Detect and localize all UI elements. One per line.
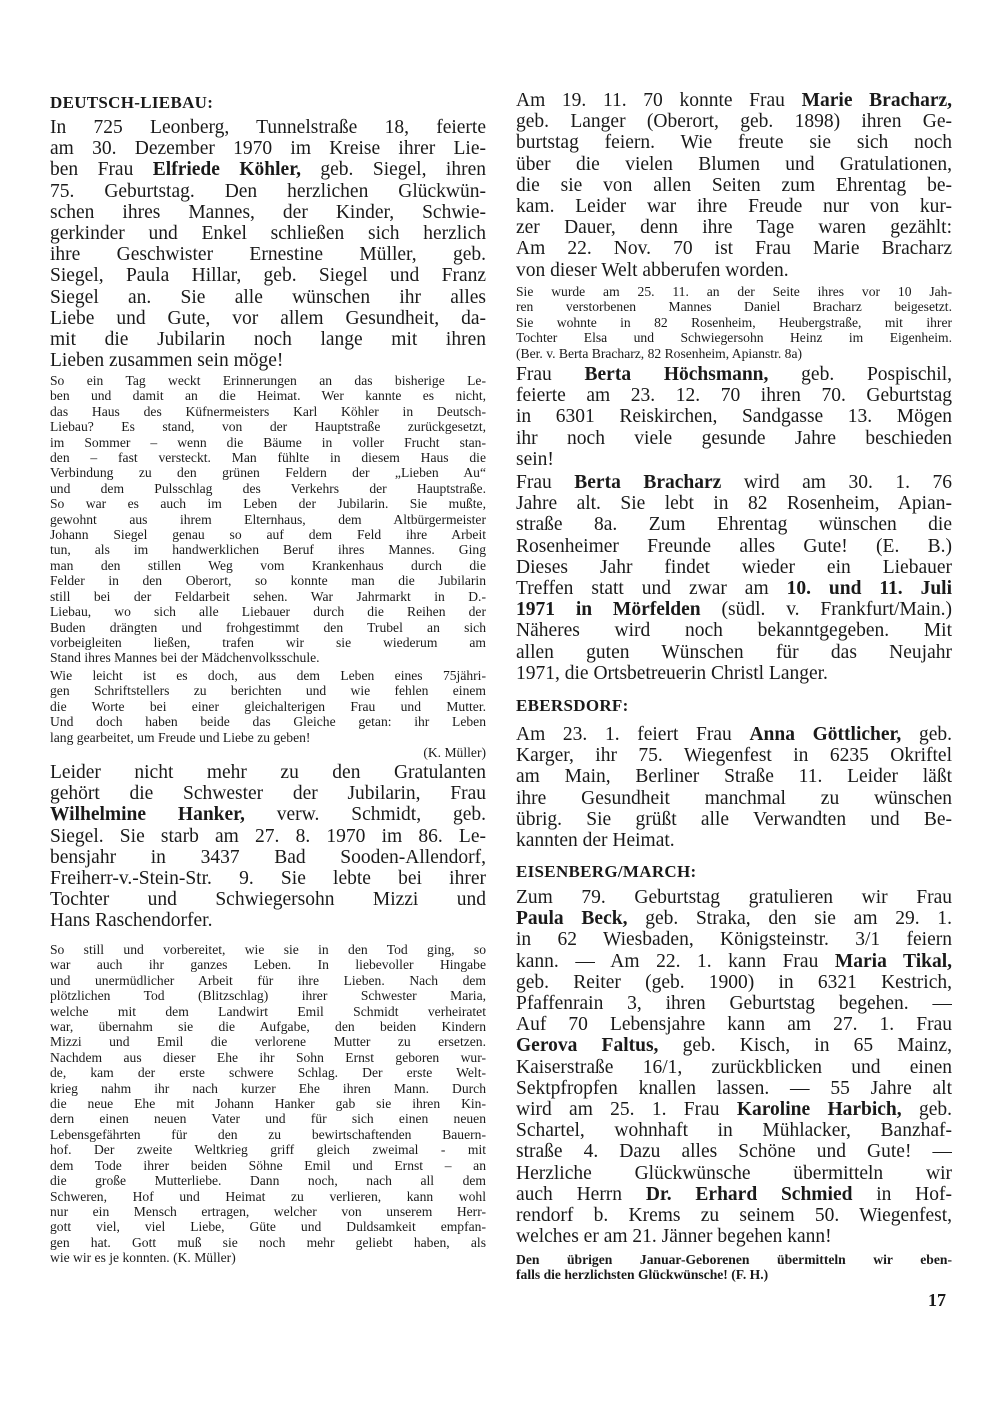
text-segment: Frau: [516, 364, 585, 385]
text-line: [516, 238, 952, 259]
bold-name: Berta Bracharz: [574, 472, 722, 493]
page-number: 17: [928, 1290, 946, 1310]
text-line: [50, 181, 486, 202]
text-segment: welche mit dem Landwirt Emil Schmidt verheiratet: [50, 1003, 486, 1019]
text-line: [50, 942, 486, 957]
text-line: [516, 1226, 952, 1247]
text-segment: in 6301 Reiskirchen, Sandgasse 13. Mögen: [516, 406, 952, 428]
text-line: [50, 910, 486, 931]
text-line: [50, 329, 486, 350]
text-segment: nur ein Mensch ertragen, welcher von unserem Herr-: [50, 1203, 486, 1219]
text-segment: sein!: [516, 448, 554, 470]
text-segment: Liebe und Gute, vor allem Gesundheit, da-: [50, 307, 486, 329]
text-segment: bensjahr in 3437 Bad Sooden-Allendorf,: [50, 846, 486, 868]
text-segment: wird am 30. 1. 76: [721, 472, 952, 493]
text-line: [50, 668, 486, 683]
text-line: [516, 724, 952, 745]
text-segment: still bei der Feldarbeit sehen. War Jahrmarkt in D.-: [50, 588, 486, 604]
text-segment: feierte am 23. 12. 70 ihren 70. Geburtstag: [516, 385, 952, 407]
text-line: [50, 604, 486, 619]
text-segment: geb. Langer (Oberort, geb. 1898) ihren Ge-: [516, 111, 952, 133]
text-segment: gott viel, viel Liebe, Güte und Duldsamkeit empfan-: [50, 1219, 486, 1235]
text-line: [516, 1014, 952, 1035]
text-line: [516, 111, 952, 132]
text-segment: schen ihres Mannes, der Kinder, Schwie-: [50, 201, 486, 223]
text-segment: ihre Geschwister Ernestine Müller, geb.: [50, 244, 486, 266]
text-line: [50, 202, 486, 223]
text-line: [516, 1141, 952, 1162]
text-line: [50, 1189, 486, 1204]
text-segment: tun, als im handwerklichen Beruf ihres Mannes. Ging: [50, 542, 486, 558]
text-segment: übrig. Sie grüßt alle Verwandten und Be-: [516, 808, 952, 830]
paragraph-berta-bracharz: [516, 472, 952, 684]
text-segment: Buden drängten und frohgestimmt den Trubel an sich: [50, 619, 486, 635]
text-segment: allen guten Wünschen für das Neujahr: [516, 641, 952, 663]
text-segment: burtstag feiern. Wie freute sie sich noch: [516, 132, 952, 154]
text-line: [516, 1057, 952, 1078]
text-line: [516, 887, 952, 908]
text-line: [50, 635, 486, 650]
text-segment: ben Frau: [50, 159, 153, 181]
text-line: [50, 373, 486, 388]
text-line: [516, 1120, 952, 1141]
text-segment: gerkinder und Enkel schließen sich herzlich: [50, 223, 486, 245]
text-line: [50, 244, 486, 265]
text-segment: So still und vorbereitet, wie sie in den Tod ging, so: [50, 942, 486, 957]
text-segment: Zum 79. Geburtstag gratulieren wir Frau: [516, 887, 952, 908]
text-segment: über die vielen Blumen und Gratulationen,: [516, 153, 952, 175]
text-segment: Stand ihres Mannes bei der Mädchenvolksschule.: [50, 650, 320, 666]
bold-name: 10. und 11. Juli: [786, 578, 952, 600]
text-segment: ihr noch viele gesunde Jahre beschieden: [516, 427, 952, 449]
text-line: [516, 993, 952, 1014]
text-line: [50, 1204, 486, 1219]
bold-name: Wilhelmine Hanker,: [50, 804, 245, 826]
text-line: [516, 951, 952, 972]
text-line: [516, 908, 952, 929]
text-line: [50, 1142, 486, 1157]
paragraph-burial: [516, 284, 952, 361]
text-line: [50, 1111, 486, 1126]
text-segment: kam. Leider war ihre Freude nur von kur-: [516, 196, 952, 218]
text-line: [516, 428, 952, 449]
text-segment: Lebensgefährten für den zu bewirtschaftenden Bauern-: [50, 1126, 486, 1142]
text-line: [50, 988, 486, 1003]
bold-name: 1971 in Mörfelden: [516, 599, 701, 621]
text-line: [50, 265, 486, 286]
text-segment: Am 23. 1. feiert Frau: [516, 724, 750, 745]
text-segment: plötzlichen Tod (Blitzschlag) ihrer Schwester Maria,: [50, 988, 486, 1004]
text-line: [50, 730, 486, 745]
paragraph-eisenberg-birthdays: [516, 887, 952, 1247]
section-heading-eisenberg-march: EISENBERG/MARCH:: [516, 862, 697, 881]
text-line: [516, 196, 952, 217]
text-line: [50, 350, 486, 371]
text-segment: in 62 Wiesbaden, Königsteinstr. 3/1 feiern: [516, 929, 952, 951]
text-line: [50, 783, 486, 804]
text-segment: falls die herzlichsten Glückwünsche! (F. H.): [516, 1267, 769, 1283]
text-line: [50, 1173, 486, 1188]
text-line: [50, 542, 486, 557]
text-line: [50, 889, 486, 910]
text-segment: wie wir es je konnten. (K. Müller): [50, 1250, 236, 1266]
text-line: [516, 493, 952, 514]
text-line: [516, 1078, 952, 1099]
text-segment: Verbindung zu den grünen Feldern der „Lieben Au“: [50, 465, 486, 481]
text-segment: geb.: [901, 1099, 952, 1121]
text-segment: kannten der Heimat.: [516, 830, 675, 852]
text-line: [516, 620, 952, 641]
author-credit: (K. Müller): [423, 745, 486, 760]
text-line: [50, 388, 486, 403]
text-line: [50, 117, 486, 138]
text-line: [516, 299, 952, 314]
text-line: [50, 1096, 486, 1111]
text-line: [516, 1163, 952, 1184]
text-line: [516, 1205, 952, 1226]
text-line: [50, 419, 486, 434]
text-segment: (südl. v. Frankfurt/Main.): [700, 599, 952, 621]
bold-name: Paula Beck,: [516, 908, 628, 930]
text-line: [50, 1034, 486, 1049]
bold-name: Karoline Harbich,: [736, 1099, 902, 1121]
text-segment: Felder in den Oberort, so konnte man die Jubilarin: [50, 573, 486, 589]
text-line: [516, 809, 952, 830]
text-line: [516, 929, 952, 950]
text-segment: krieg nahm ihr nach kurzer Ehe ihren Mann. Durch: [50, 1080, 486, 1096]
paragraph-elfriede-koehler: [50, 117, 486, 371]
text-line: [50, 1065, 486, 1080]
text-segment: Nachdem aus dieser Ehe ihr Sohn Ernst geboren wur-: [50, 1049, 486, 1065]
text-line: [516, 406, 952, 427]
text-segment: rendorf b. Krems zu seinem 50. Wiegenfest,: [516, 1205, 952, 1227]
text-segment: Siegel. Sie starb am 27. 8. 1970 im 86. Le-: [50, 825, 486, 847]
text-line: [516, 1099, 952, 1120]
text-segment: ben und damit an die Heimat. Wer kannte es nicht,: [50, 388, 486, 404]
text-segment: Lieben zusammen sein möge!: [50, 350, 284, 372]
text-segment: Leider nicht mehr zu den Gratulanten: [50, 762, 486, 783]
text-line: [50, 1235, 486, 1250]
text-line: [516, 1035, 952, 1056]
text-line: [50, 868, 486, 889]
text-line: [516, 972, 952, 993]
text-segment: Treffen statt und zwar am: [516, 578, 787, 600]
text-line: [516, 1267, 952, 1282]
text-segment: und unermüdlicher Arbeit für ihre Lieben. Nach dem: [50, 972, 486, 988]
text-line: [50, 650, 486, 665]
text-line: [50, 159, 486, 180]
bold-name: Elfriede Köhler,: [152, 159, 301, 181]
text-line: [50, 450, 486, 465]
text-segment: zer Dauer, denn ihre Tage waren gezählt:: [516, 217, 952, 239]
text-line: [50, 1019, 486, 1034]
text-segment: die Worte bei einer gleichalterigen Frau und Mutter.: [50, 698, 486, 714]
text-line: [50, 1127, 486, 1142]
text-segment: Siegel an. Sie alle wünschen ihr alles: [50, 286, 486, 308]
bold-name: Anna Göttlicher,: [749, 724, 902, 745]
text-line: [50, 973, 486, 988]
text-segment: gen Schriftstellers zu berichten und wie fehlen einem: [50, 683, 486, 699]
text-segment: Am 19. 11. 70 konnte Frau: [516, 90, 802, 111]
bold-name: Dr. Erhard Schmied: [645, 1183, 853, 1205]
bold-name: Gerova Faltus,: [516, 1035, 659, 1057]
text-line: [50, 1250, 486, 1265]
text-line: [516, 1184, 952, 1205]
paragraph-marie-bracharz: [516, 90, 952, 281]
text-segment: welches er am 21. Jänner begehen kann!: [516, 1226, 832, 1248]
text-segment: geb.: [901, 724, 952, 745]
text-segment: Tochter Elsa und Schwiegersohn Heinz im Eigenheim.: [516, 330, 952, 346]
text-segment: Schweren, Hof und Heimat zu verlieren, kann wohl: [50, 1188, 486, 1204]
text-segment: wird am 25. 1. Frau: [516, 1099, 737, 1121]
paragraph-berta-hoechsmann: [516, 364, 952, 470]
text-segment: Mizzi und Emil die verlorene Mutter zu ersetzen.: [50, 1034, 486, 1050]
text-segment: Siegel, Paula Hillar, geb. Siegel und Franz: [50, 265, 486, 287]
text-line: [516, 557, 952, 578]
text-line: [50, 804, 486, 825]
text-line: [50, 465, 486, 480]
text-segment: geb. Straka, den sie am 29. 1.: [627, 908, 952, 930]
text-segment: dern einen neuen Vater und für sich einen neuen: [50, 1111, 486, 1127]
text-line: [50, 223, 486, 244]
text-segment: geb. Reiter (geb. 1900) in 6321 Kestrich,: [516, 971, 952, 993]
text-segment: Sie wurde am 25. 11. an der Seite ihres vor 10 Jah-: [516, 284, 952, 299]
text-segment: ihre Gesundheit manchmal zu wünschen: [516, 787, 952, 809]
text-segment: im Sommer – wenn die Bäume in voller Frucht stan-: [50, 434, 486, 450]
text-segment: dem Tode ihrer beiden Söhne Emil und Ernst – an: [50, 1157, 486, 1173]
text-line: [516, 132, 952, 153]
text-line: [50, 1158, 486, 1173]
text-segment: Rosenheimer Freunde alles Gute! (E. B.): [516, 535, 952, 557]
text-line: [50, 558, 486, 573]
text-segment: geb. Siegel, ihren: [300, 159, 486, 181]
text-segment: vorbeigleiten ließen, trafen wir sie wiederum am: [50, 634, 486, 650]
section-heading-deutsch-liebau: DEUTSCH-LIEBAU:: [50, 93, 214, 112]
text-line: [516, 1252, 952, 1267]
text-segment: 75. Geburtstag. Den herzlichen Glückwün-: [50, 180, 486, 202]
text-segment: Herzliche Glückwünsche übermitteln wir: [516, 1162, 952, 1184]
text-line: [516, 642, 952, 663]
text-segment: am 30. Dezember 1970 im Kreise ihrer Lie-: [50, 138, 486, 160]
text-line: [50, 573, 486, 588]
text-segment: In 725 Leonberg, Tunnelstraße 18, feierte: [50, 117, 486, 138]
text-line: [516, 599, 952, 620]
text-segment: die sie von allen Seiten zum Ehrentag be-: [516, 174, 952, 196]
text-line: [50, 1081, 486, 1096]
text-segment: Wie leicht ist es doch, aus dem Leben eines 75jähri-: [50, 668, 486, 683]
text-segment: Freiherr-v.-Stein-Str. 9. Sie lebte bei ihrer: [50, 868, 486, 890]
text-segment: lang gearbeitet, um Freude und Liebe zu geben!: [50, 729, 311, 745]
text-segment: hof. Der zweite Weltkrieg griff gleich zweimal - mit: [50, 1142, 486, 1158]
text-segment: war auch ihr ganzes Leben. In liebevoller Hingabe: [50, 957, 486, 973]
text-segment: Den übrigen Januar-Geborenen übermitteln wir eben-: [516, 1252, 952, 1267]
text-line: [516, 346, 952, 361]
text-line: [50, 404, 486, 419]
text-segment: das Haus des Küfnermeisters Karl Köhler in Deutsch-: [50, 403, 486, 419]
text-segment: Liebau? Es stand, von der Hauptstraße zurückgesetzt,: [50, 419, 486, 435]
text-line: [50, 620, 486, 635]
bold-name: Maria Tikal,: [834, 950, 952, 972]
text-line: [50, 1050, 486, 1065]
text-segment: Liebau, wo sich alle Liebauer durch die Reihen der: [50, 604, 486, 620]
text-line: [516, 154, 952, 175]
text-segment: und dem Pulsschlag des Verkehrs der Hauptstraße.: [50, 480, 486, 496]
text-line: [516, 364, 952, 385]
text-segment: am Main, Berliner Straße 11. Leider läßt: [516, 766, 952, 788]
text-segment: Schartel, wohnhaft in Mühlacker, Banzhaf-: [516, 1120, 952, 1142]
text-segment: ren verstorbenen Mannes Daniel Bracharz beigesetzt.: [516, 299, 952, 315]
text-segment: Und doch haben beide das Gleiche getan: ihr Leben: [50, 714, 486, 730]
text-segment: war, übernahm sie die Aufgabe, den beiden Kindern: [50, 1019, 486, 1035]
text-line: [516, 385, 952, 406]
text-segment: die neue Ehe mit Johann Hanker gab sie ihren Kin-: [50, 1096, 486, 1112]
paragraph-memories: [50, 373, 486, 666]
text-line: [50, 527, 486, 542]
text-segment: von dieser Welt abberufen worden.: [516, 259, 789, 281]
text-line: [516, 330, 952, 345]
text-line: [50, 699, 486, 714]
text-segment: straße 8a. Zum Ehrentag wünschen die: [516, 514, 952, 536]
bold-name: Berta Höchsmann,: [584, 364, 769, 385]
paragraph-writer: [50, 668, 486, 745]
text-segment: geb. Pospischil,: [768, 364, 952, 385]
text-segment: den – fast versteckt. Man fühlte in diesem Haus die: [50, 450, 486, 466]
text-segment: Tochter und Schwiegersohn Mizzi und: [50, 889, 486, 911]
text-segment: (Ber. v. Berta Bracharz, 82 Rosenheim, Apianstr. 8a): [516, 345, 803, 361]
text-segment: in Hof-: [852, 1183, 952, 1205]
text-line: [50, 308, 486, 329]
text-line: [516, 766, 952, 787]
text-line: [516, 284, 952, 299]
text-line: [50, 589, 486, 604]
paragraph-anna-goettlicher: [516, 724, 952, 851]
text-line: [50, 1219, 486, 1234]
text-line: [516, 260, 952, 281]
text-segment: mit die Jubilarin noch lange mit ihren: [50, 329, 486, 351]
text-segment: Auf 70 Lebensjahre kann am 27. 1. Frau: [516, 1014, 952, 1036]
text-line: [50, 762, 486, 783]
text-line: [516, 663, 952, 684]
text-line: [50, 957, 486, 972]
text-segment: Frau: [516, 472, 575, 493]
text-line: [50, 512, 486, 527]
text-line: [50, 481, 486, 496]
text-segment: verw. Schmidt, geb.: [244, 804, 486, 826]
text-segment: auch Herrn: [516, 1183, 646, 1205]
text-line: [50, 714, 486, 729]
text-line: [516, 578, 952, 599]
text-line: [50, 287, 486, 308]
text-segment: Pfaffenrain 3, ihren Geburtstag begehen. —: [516, 993, 952, 1015]
text-segment: 1971, die Ortsbetreuerin Christl Langer.: [516, 662, 828, 684]
text-segment: gewohnt aus ihrem Elternhaus, dem Altbürgermeister: [50, 511, 486, 527]
text-line: [516, 514, 952, 535]
text-line: [516, 175, 952, 196]
paragraph-obituary: [50, 942, 486, 1266]
text-segment: Dieses Jahr findet wieder ein Liebauer: [516, 556, 952, 578]
text-segment: Kaiserstraße 16/1, zurückblicken und einen: [516, 1056, 952, 1078]
text-segment: de, kam der erste schwere Schlag. Der erste Welt-: [50, 1065, 486, 1081]
text-line: [516, 449, 952, 470]
text-segment: geb. Kisch, in 65 Mainz,: [658, 1035, 952, 1057]
text-segment: So ein Tag weckt Erinnerungen an das bisherige Le-: [50, 373, 486, 388]
paragraph-wilhelmine-hanker: [50, 762, 486, 932]
text-segment: Johann Siegel genau so auf dem Feld ihre Arbeit: [50, 527, 486, 543]
text-line: [50, 435, 486, 450]
text-line: [50, 496, 486, 511]
section-heading-ebersdorf: EBERSDORF:: [516, 696, 629, 715]
text-line: [50, 847, 486, 868]
text-line: [516, 90, 952, 111]
text-segment: Sektpfropfen knallen lassen. — 55 Jahre alt: [516, 1077, 952, 1099]
text-segment: Hans Raschendorfer.: [50, 910, 213, 932]
text-segment: straße 4. Dazu alles Schöne und Gute! —: [516, 1141, 952, 1163]
text-segment: Jahre alt. Sie lebt in 82 Rosenheim, Apian-: [516, 493, 952, 515]
text-segment: man den stillen Weg vom Krankenhaus durch die: [50, 557, 486, 573]
text-segment: Karger, ihr 75. Wiegenfest in 6235 Okriftel: [516, 745, 952, 767]
text-segment: die große Mutterliebe. Dann noch, nach all dem: [50, 1173, 486, 1189]
text-segment: Sie wohnte in 82 Rosenheim, Heubergstraße, mit ihrer: [516, 314, 952, 330]
text-segment: So war es auch im Leben der Jubilarin. Sie mußte,: [50, 496, 486, 512]
text-line: [50, 138, 486, 159]
text-segment: Am 22. Nov. 70 ist Frau Marie Bracharz: [516, 238, 952, 260]
text-line: [516, 745, 952, 766]
text-segment: kann. — Am 22. 1. kann Frau: [516, 950, 835, 972]
bold-name: Marie Bracharz,: [801, 90, 952, 111]
paragraph-january-greetings: [516, 1252, 952, 1283]
text-line: [50, 683, 486, 698]
text-segment: Näheres wird noch bekanntgegeben. Mit: [516, 620, 952, 642]
text-segment: gehört die Schwester der Jubilarin, Frau: [50, 783, 486, 805]
text-line: [50, 1004, 486, 1019]
text-line: [516, 830, 952, 851]
text-line: [516, 217, 952, 238]
text-line: [516, 788, 952, 809]
text-segment: gen hat. Gott muß sie noch mehr geliebt haben, als: [50, 1234, 486, 1250]
text-line: [516, 536, 952, 557]
text-line: [516, 472, 952, 493]
text-line: [50, 826, 486, 847]
text-line: [516, 315, 952, 330]
